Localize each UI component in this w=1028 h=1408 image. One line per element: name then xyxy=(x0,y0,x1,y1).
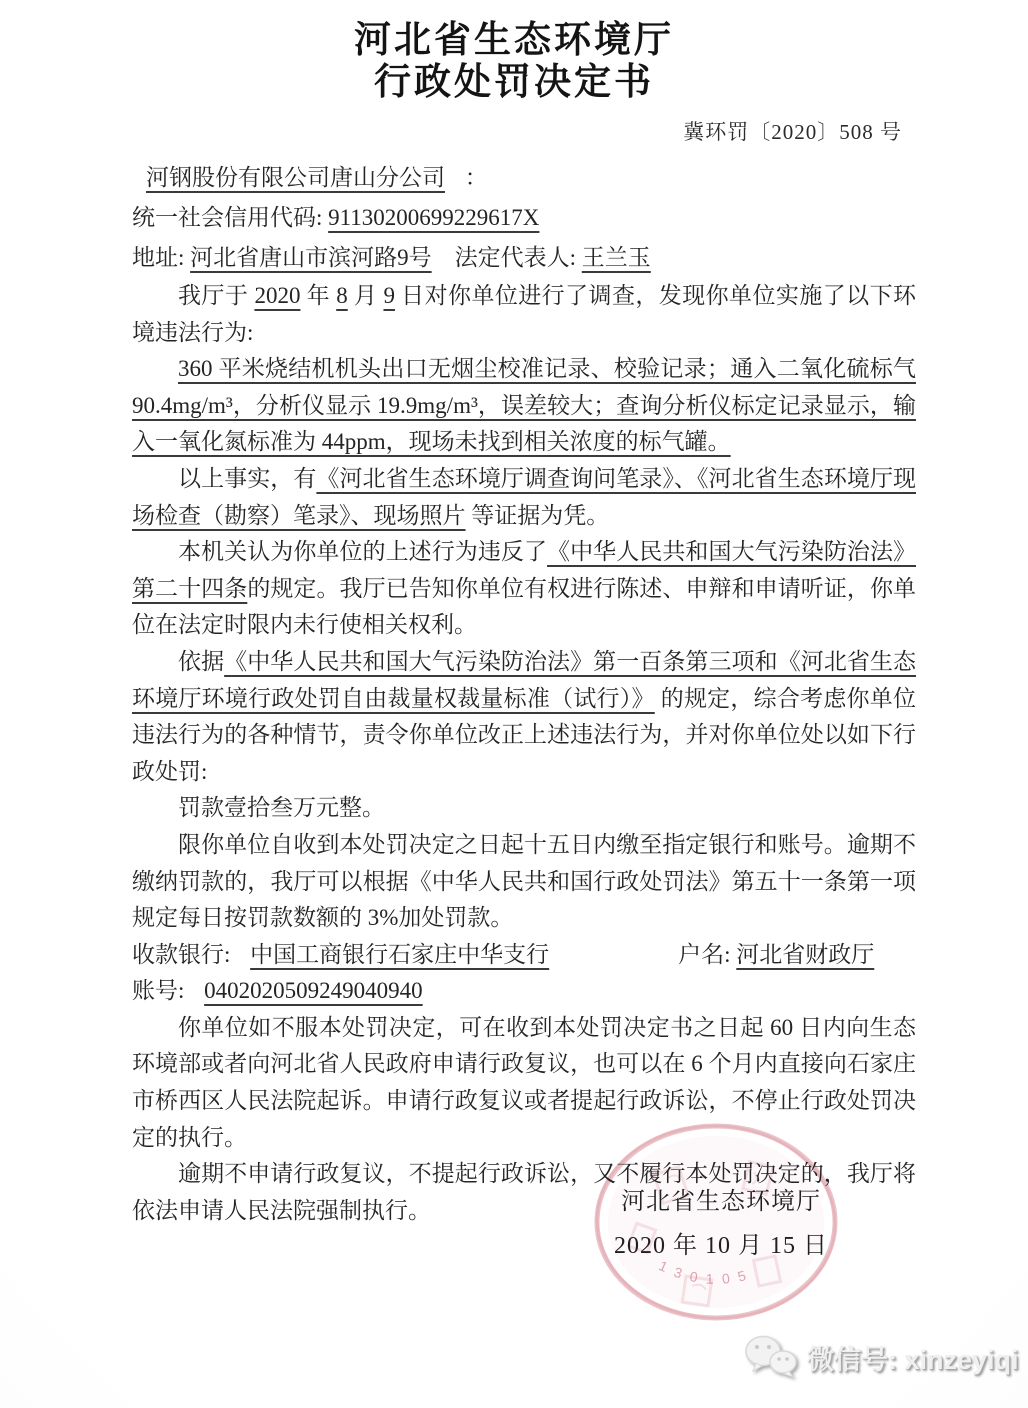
text-segment: 本机关认为你单位的上述行为违反了 xyxy=(178,539,548,565)
bank-line xyxy=(132,937,916,974)
paragraph-violation-facts xyxy=(132,351,916,461)
text-segment: 我厅于 xyxy=(178,283,255,308)
text-segment: 王兰玉 xyxy=(581,245,651,270)
doc-title-line2: 行政处罚决定书 xyxy=(374,62,654,103)
text-segment: 罚款壹拾叁万元整。 xyxy=(178,795,385,821)
text-segment: 统一社会信用代码: xyxy=(132,205,329,230)
credit-code-line xyxy=(132,198,916,238)
wechat-id-label: 微信号: xinzeyiqi xyxy=(807,1344,1019,1375)
paragraph-appeal-rights xyxy=(132,1010,916,1156)
text-segment: 月 xyxy=(347,283,384,308)
text-segment: 的规定。我厅已告知你单位有权进行陈述、申辩和申请听证，你单位在法定时限内未行使相关权利。 xyxy=(132,575,917,638)
text-segment: 360 平米烧结机机头出口无烟尘校准记录、校验记录；通入二氧化硫标气 90.4mg/m³，分析仪显示 19.9mg/m³，误差较大；查询分析仪标定记录显示，输入一氧化氮标准为 44ppm，现场未找到相关浓度的标气罐。 xyxy=(132,356,916,455)
text-segment: 依据 xyxy=(178,648,225,674)
recipient-block xyxy=(132,158,916,278)
text-segment: 《中华人民共和国大气污染防治法》第一百条第三项和《河北省生态环境厅环境行政处罚自由裁量权裁量标准（试行）》 xyxy=(132,648,917,711)
text-segment: 逾期不申请行政复议，不提起行政诉讼，又不履行本处罚决定的，我厅将依法申请人民法院强制执行。 xyxy=(132,1161,916,1223)
text-segment: 《中华人民共和国大气污染防治法》第二十四条 xyxy=(132,539,917,601)
paragraph-evidence xyxy=(132,461,916,534)
text-segment: 8 xyxy=(336,283,348,308)
paragraph-fine-amount xyxy=(132,790,916,827)
text-segment: 91130200699229617X xyxy=(328,205,540,230)
text-segment: 中国工商银行石家庄中华支行 xyxy=(250,941,550,967)
text-segment: 法定代表人: xyxy=(431,245,582,270)
text-segment: 河钢股份有限公司唐山分公司 xyxy=(146,165,445,190)
doc-title-line1: 河北省生态环境厅 xyxy=(354,20,674,61)
account-number-line xyxy=(132,973,916,1010)
text-segment: 0402020509249040940 xyxy=(204,978,423,1004)
text-segment: 9 xyxy=(383,283,395,308)
text-segment: 收款银行: xyxy=(132,941,237,967)
paragraph-investigation xyxy=(132,278,916,351)
signature-block xyxy=(556,1180,886,1268)
paragraph-payment-terms xyxy=(132,827,916,937)
paragraph-law-violated xyxy=(132,534,916,644)
text-segment: 你单位如不服本处罚决定，可在收到本处罚决定书之日起 60 日内向生态环境部或者向河北省人民政府申请行政复议，也可以在 6 个月内直接向石家庄市桥西区人民法院起诉。申请行政复议或者提起行政诉讼，不停止行政处罚决定的执行。 xyxy=(132,1014,916,1150)
text-segment: 河北省财政厅 xyxy=(736,941,875,967)
issuer-name: 河北省生态环境厅 xyxy=(621,1189,821,1215)
text-segment: 以上事实，有 xyxy=(178,465,317,491)
document-body xyxy=(132,158,916,1229)
text-segment: ： xyxy=(459,165,488,190)
text-segment: 账号: xyxy=(132,978,191,1004)
seal-arc-digits: 130105 xyxy=(656,1257,757,1287)
address-legal-rep-line xyxy=(132,238,916,278)
text-segment: 限你单位自收到本处罚决定之日起十五日内缴至指定银行和账号。逾期不缴纳罚款的，我厅可以根据《中华人民共和国行政处罚法》第五十一条第一项规定每日按罚款数额的 3%加处罚款。 xyxy=(132,831,916,931)
text-segment: 日对你单位进行了调查，发现你单位实施了以下环境违法行为: xyxy=(132,283,916,345)
text-segment: 河北省唐山市滨河路9号 xyxy=(190,245,432,270)
document-header xyxy=(0,0,1028,104)
text-segment: 等证据为凭。 xyxy=(465,502,610,528)
text-segment: 地址: xyxy=(132,245,191,270)
issue-date: 2020 年 10 月 15 日 xyxy=(614,1233,828,1259)
text-segment: 年 xyxy=(300,283,337,308)
wechat-icon xyxy=(742,1334,798,1380)
paragraph-penalty-basis xyxy=(132,644,916,790)
text-segment: 户名: xyxy=(563,941,737,967)
text-segment: 的规定，综合考虑你单位违法行为的各种情节，责令你单位改正上述违法行为，并对你单位处以如下行政处罚: xyxy=(132,685,917,784)
doc-number: 冀环罚〔2020〕508 号 xyxy=(683,120,902,144)
text-segment: 《河北省生态环境厅调查询问笔录》、《河北省生态环境厅现场检查（勘察）笔录》、现场照片 xyxy=(132,465,916,528)
wechat-watermark xyxy=(742,1334,1019,1380)
text-segment: 2020 xyxy=(254,283,301,308)
recipient-company-line xyxy=(132,158,916,198)
